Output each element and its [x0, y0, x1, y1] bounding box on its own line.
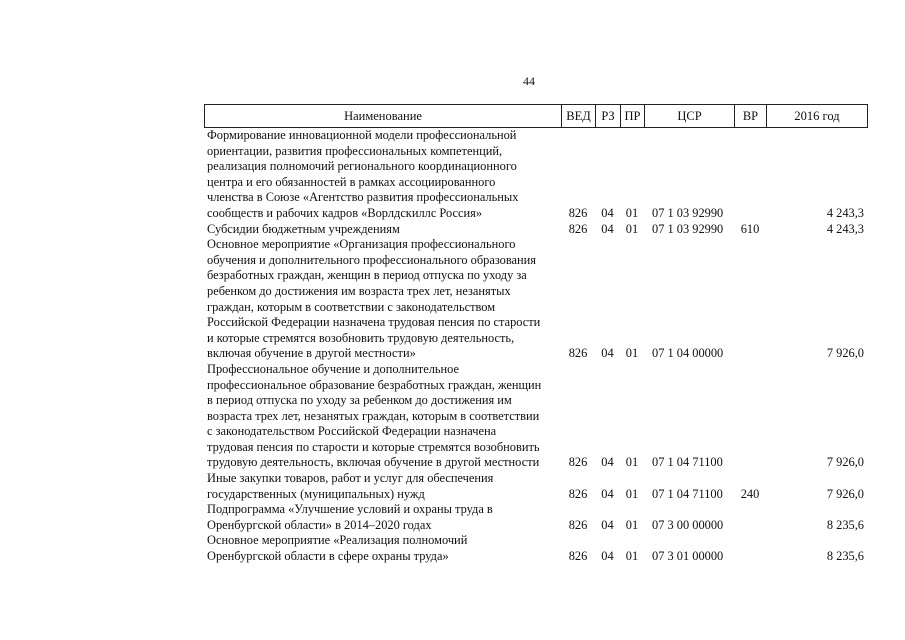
table-row — [204, 502, 868, 533]
row-pr: 01 — [625, 486, 639, 501]
row-rz: 04 — [601, 346, 614, 361]
table-body — [204, 128, 868, 565]
row-rz: 04 — [601, 486, 614, 501]
row-ved: 826 — [568, 221, 588, 236]
row-rz: 04 — [601, 221, 614, 236]
header-rz: РЗ — [595, 105, 620, 127]
row-vr: 240 — [740, 486, 760, 501]
row-sum: 7 926,0 — [826, 346, 864, 361]
table-row — [204, 362, 868, 471]
row-csr: 07 1 04 71100 — [652, 455, 723, 470]
table-row — [204, 471, 868, 502]
row-pr: 01 — [625, 549, 639, 564]
row-name: Субсидии бюджетным учреждениям — [207, 221, 400, 236]
row-csr: 07 1 04 71100 — [652, 486, 723, 501]
row-sum: 8 235,6 — [826, 549, 864, 564]
row-pr: 01 — [625, 205, 639, 220]
row-sum: 8 235,6 — [826, 517, 864, 532]
table-row — [204, 222, 868, 238]
row-rz: 04 — [601, 455, 614, 470]
row-sum: 4 243,3 — [826, 205, 864, 220]
row-name: Формирование инновационной модели профессиональной ориентации, развития профессиональных компетенций, реализация полномочий регионального координационного центра и его обязанностей в рамках ассоциированного членства в Союзе «Агентство развития профессиональных сообществ и рабочих кадров «Ворлдскиллс Россия» — [207, 128, 519, 220]
row-sum: 4 243,3 — [826, 221, 864, 236]
row-pr: 01 — [625, 221, 639, 236]
row-name: Подпрограмма «Улучшение условий и охраны труда в Оренбургской области» в 2014–2020 годах — [207, 502, 493, 532]
header-name: Наименование — [204, 105, 561, 127]
row-ved: 826 — [568, 455, 588, 470]
row-vr: 610 — [740, 221, 760, 236]
row-pr: 01 — [625, 346, 639, 361]
row-ved: 826 — [568, 517, 588, 532]
page-number: 44 — [523, 74, 535, 88]
header-vr: ВР — [734, 105, 766, 127]
row-csr: 07 3 00 00000 — [652, 517, 724, 532]
table-header — [204, 104, 868, 128]
row-csr: 07 1 04 00000 — [652, 346, 724, 361]
row-name: Профессиональное обучение и дополнительное профессиональное образование безработных граждан, женщин в период отпуска по уходу за ребенком до достижения им возраста трех лет, незанятых граждан, которым в соответствии с законодательством Российской Федерации назначена трудовая пенсия по старости и которые стремятся возобновить трудовую деятельность, включая обучение в другой местности — [207, 361, 542, 470]
row-rz: 04 — [601, 205, 614, 220]
row-ved: 826 — [568, 486, 588, 501]
row-sum: 7 926,0 — [826, 486, 864, 501]
table-row — [204, 533, 868, 564]
row-csr: 07 1 03 92990 — [652, 221, 724, 236]
row-ved: 826 — [568, 205, 588, 220]
header-pr: ПР — [620, 105, 644, 127]
row-pr: 01 — [625, 455, 639, 470]
row-pr: 01 — [625, 517, 639, 532]
row-name: Основное мероприятие «Реализация полномочий Оренбургской области в сфере охраны труда» — [207, 533, 468, 564]
row-name: Основное мероприятие «Организация профессионального обучения и дополнительного профессионального образования безработных граждан, женщин в период отпуска по уходу за ребенком до достижения им возраста трех лет, незанятых граждан, которым в соответствии с законодательством Российской Федерации назначена трудовая пенсия по старости и которые стремятся возобновить трудовую деятельность, включая обучение в другой местности» — [207, 237, 541, 361]
budget-table — [204, 104, 868, 565]
header-csr: ЦСР — [644, 105, 734, 127]
row-sum: 7 926,0 — [826, 455, 864, 470]
row-name: Иные закупки товаров, работ и услуг для обеспечения государственных (муниципальных) нужд — [207, 471, 494, 501]
row-ved: 826 — [568, 549, 588, 564]
row-rz: 04 — [601, 549, 614, 564]
row-rz: 04 — [601, 517, 614, 532]
row-csr: 07 3 01 00000 — [652, 549, 724, 564]
table-row — [204, 237, 868, 362]
table-row — [204, 128, 868, 222]
header-ved: ВЕД — [561, 105, 595, 127]
header-year: 2016 год — [766, 105, 868, 127]
row-csr: 07 1 03 92990 — [652, 205, 724, 220]
row-ved: 826 — [568, 346, 588, 361]
